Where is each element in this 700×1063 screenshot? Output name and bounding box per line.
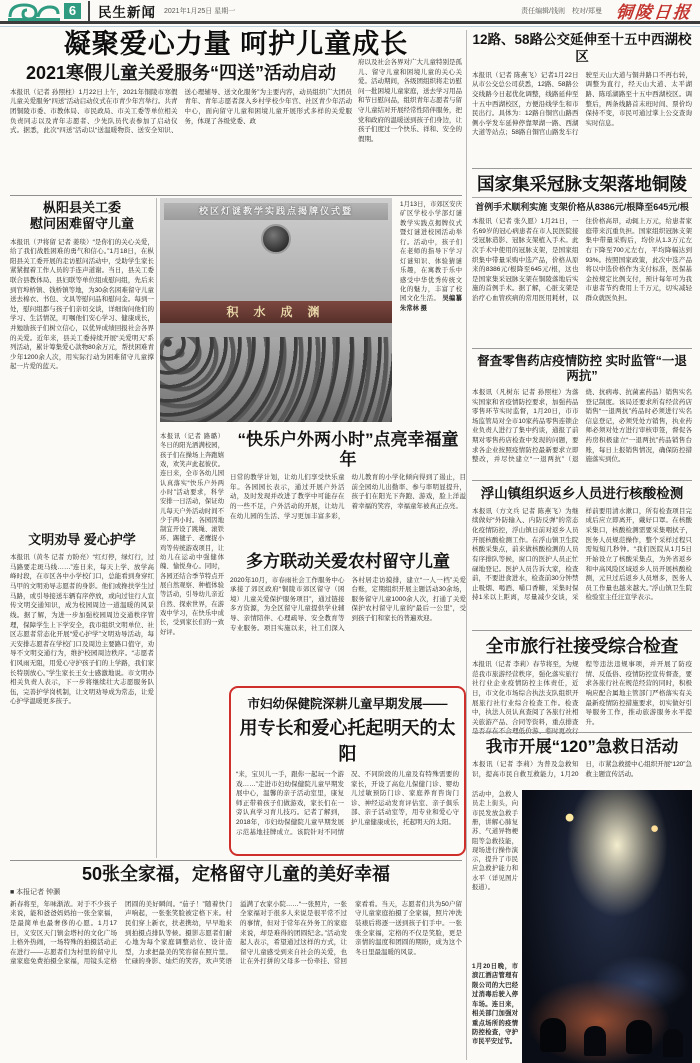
article-headline: 浮山镇组织返乡人员进行核酸检测 (480, 486, 684, 501)
photo-credit: 吴编纂 朱常林 摄 (400, 295, 462, 312)
article-byline: ■ 本报记者 钟灏 (10, 888, 61, 896)
emblem-badge-icon (261, 224, 291, 254)
photo-crowd (160, 337, 392, 422)
photo-banner-top: 校区灯谜教学实践点揭牌仪式暨 (164, 203, 388, 220)
lead-body-continued: 府以及社会各界对广大儿童特别是孤儿、留守儿童和困境儿童的关心关爱。活动期间，各级团组织将走访慰问一批困境儿童家庭，送去学习用品和节日慰问品，组织青年志愿者与留守儿童结对开展经常性陪伴服务，把党和政府的温暖送到孩子们身边，让孩子们度过一个快乐、祥和、安全的假期。 (358, 59, 462, 143)
issue-date: 2021年1月25日 星期一 (164, 7, 236, 15)
middle-narrow-column: 本报讯（记者 路璐）冬日的阳光洒满校园，孩子们在操场上奔跑嬉戏，欢笑声此起彼伏。连日来，全市各幼儿园认真落实“快乐户外两小时”活动要求，科学安排一日活动，保证幼儿每天户外活动时间不少于两小时。各园因地制宜开设了跳绳、滚铁环、踢毽子、老鹰捉小鸡等传统游戏项目，让幼儿在运动中强健体魄、愉悦身心。同时，各园还结合季节特点开展自然观察、种植体验等活动，引导幼儿亲近自然、探索世界，在游戏中学习，在快乐中成长，受到家长们的一致好评。 (160, 433, 224, 636)
lead-subheadline: 2021寒假儿童关爱服务“四送”活动启动 (25, 63, 337, 83)
article-body: 本报讯（记者 李莉）为普及急救知识，提高市民自救互救能力，1月20日，市紧急救援中心组织开展“120”急救主题宣传活动。 (472, 760, 692, 778)
photo-caption-text: 1月13日，市郊区安庆矿区学校小学部灯谜教学实践点揭牌仪式暨灯谜进校园活动举行。活动中，孩子们在老师的指导下学习灯谜知识、体验猜谜乐趣，在寓教于乐中感受中华优秀传统文化的魅力，丰富了校园文化生活。 (400, 201, 462, 303)
article-headline: 督查零售药店疫情防控 实时监管“一退两抗” (477, 354, 687, 383)
night-photo (522, 790, 692, 1063)
article-body: 本报讯（记者 张久愿）1月21日，一名69岁的冠心病患者在市人民医院接受冠脉造影、冠脉支架植入手术。此次手术中使用的冠脉支架，是国家组织集中带量采购中选产品，价格从原来的8386元/根降至645元/根，这也是国家集采冠脉支架在铜陵落地后实施的首例手术。据了解，心脏支架是治疗心血管疾病的常用医用耗材，以往价格高昂，动辄上万元，给患者家庭带来沉重负担。国家组织冠脉支架集中带量采购后，均价从1.3万元左右下降至700元左右，平均降幅达到93%。按照国家政策，此次中选产品将以中选价格作为支付标准，医保基金按规定比例支付，预计每年可为我市患者节约费用上千万元，切实减轻群众就医负担。 (472, 218, 692, 302)
article-nucleic-acid-test (472, 480, 692, 633)
night-photo-caption: 1月20日晚，市滨江酒店管理有限公司的大巴经过消毒后驶入停车场。连日来，相关部门加强对重点场所的疫情防控检查，守护市民平安过节。 (472, 962, 518, 1046)
editors-line: 责任编辑/钱则 校对/郑曼 (521, 7, 602, 15)
photo-banner-middle: 积 水 成 渊 (160, 301, 392, 323)
article-120-rescue-day (472, 732, 692, 1060)
article-headline: 我市开展“120”急救日活动 (485, 738, 679, 756)
article-wenming-quandao (10, 532, 154, 853)
article-subheadline: 首例手术顺利实施 支架价格从8386元/根降至645元/根 (472, 197, 692, 213)
page-number: 6 (64, 3, 81, 19)
article-body: 本报讯（方文兵 记者 陈燕飞）为继续做好“外防输入、内防反弹”的常态化疫情防控，浮山镇日前对返乡人员开展核酸检测工作。在浮山镇卫生院核酸采集点，前来做核酸检测的人员有序排队等候，窗口的医护人员正忙碌地登记。医护人员告诉大家，检查前，不要进食进水，检查前30分钟禁止吸烟、喝酒、嚼口香糖，采集时保持1米以上距离，尽量减少交谈，采样前要用清水漱口，所有检查项目完成后应立即离开，戴好口罩。在核酸采集口，核酸检测需要采集咽拭子，医务人员规范操作，整个采样过程只需短短几秒钟。“我们医院从1月5日开始设立了核酸采集点，为外省返乡和中高风险区域返乡人员开展核酸检测，元旦过后返乡人员增多，医务人员工作量也越来越大。”浮山镇卫生院检验室主任汪宣学表示。 (472, 507, 692, 602)
article-body-continued: 活动中，急救人员走上街头，向市民发放急救手册，讲解心肺复苏、气道异物梗阻等急救技能，现场进行操作演示，提升了市民应急救护能力和水平（详见图片报道）。 (472, 790, 518, 892)
ceremony-photo (160, 198, 392, 422)
article-multi-linkage (230, 552, 466, 676)
article-headline: 全市旅行社接受综合检查 (485, 636, 679, 656)
page-header (0, 0, 700, 24)
highlighted-article-headline: 用专长和爱心托起明天的太阳 (239, 718, 456, 764)
article-body: 本报讯（记者 陈燕飞）记者1月22日从市公交总公司获悉，12路、58路公交线路今日起优化调整，线路延伸至十五中西湖校区，方便沿线学生和市民出行。具体为：12路自铜官山路西侧小学发车延伸停靠翠湖一路、西湖大道等站点；58路自铜官山路发车行驶至天山大道与铜井路口不再右转，调整为直行，经天山大道、太平湖路、陈瑶湖路至十五中西湖校区。调整后，两条线路首末班时间、票价均保持不变，市民可通过掌上公交查询实时信息。 (472, 71, 692, 137)
column-divider-left (156, 198, 157, 858)
photo-caption (400, 200, 462, 436)
article-headline: 国家集采冠脉支架落地铜陵 (477, 174, 687, 194)
article-headline: “快乐户外两小时”点亮幸福童年 (237, 430, 459, 469)
highlighted-article-kicker: 市妇幼保健院深耕儿童早期发展—— (247, 697, 448, 711)
article-body: 日常的教学计划，让幼儿们享受快乐童年。各园园长表示，通过开展户外活动，及时发现并改进了教学中可能存在的一些不足，户外活动的开展，让幼儿在幼儿园的生活、学习更加丰富多彩，幼儿教育的小学化倾向得到了遏止，目前全园幼儿出勤率、参与率明显提升，孩子们在阳光下奔跑、游戏，脸上洋溢着幸福的笑容，幸福童年被真正点亮。 (230, 474, 466, 520)
article-body: 新春将至，年味渐浓。对于不少孩子来说，能和爸爸妈妈拍一张全家福，是最简单也最奢侈的心愿。1月17日，义安区天门镇金塔村的文化广场上格外热闹，一场特殊的拍摄活动正在进行——志愿者们为村里的留守儿童家庭免费拍摄全家福，用镜头定格团圆的美好瞬间。“茄子！”随着快门声响起，一张张笑脸被定格下来。村民们穿上新衣，扶老携幼，早早地来到拍摄点排队等候。摄影志愿者们耐心地为每个家庭调整站位、设计造型，力求把最美的笑容留在照片里。忙碌的身影、灿烂的笑容，欢声笑语溢满了农家小院……“一张照片，一张全家福对于很多人来说是很平常不过的事情，但对于常年在外务工的家庭来说，却是难得的团圆纪念。”活动发起人表示，希望通过这样的方式，让留守儿童感受到来自社会的关爱，也让在外打拼的父母多一份牵挂、常回家看看。当天，志愿者们共为50户留守儿童家庭拍摄了全家福，照片冲洗装裱后将逐一送到孩子们手中。一张张全家福，定格的不仅是笑脸，更是亲情的温度和团圆的期盼，成为这个冬日里最温暖的风景。 (10, 900, 462, 966)
article-happy-outdoor (230, 430, 466, 563)
highlighted-article-frame (229, 686, 466, 856)
article-body: 本报讯（尹将留 记者 姜琰）“是你们的关心关爱，给了我们战胜困难的勇气和信心。”1月18日，在枞阳县关工委开展的走访慰问活动中，受助学生家长紧紧握着工作人员的手连声道谢。当日，县关工委联合县教体局、县妇联等单位组成慰问组，先后来到官埠桥镇、钱桥镇等地，为30余名困难留守儿童送去棉衣、书包、文具等慰问品和慰问金。每到一处，慰问组都与孩子们亲切交谈，详细询问他们的学习、生活情况，叮嘱他们安心学习、健康成长，并勉励孩子们树立信心，以优异成绩回报社会各界的关爱。近年来，县关工委持续开展“关爱明天”系列活动，累计筹集爱心款物80余万元，帮扶困难青少年1200余人次，用实际行动为困难留守儿童撑起一片爱的蓝天。 (10, 238, 154, 371)
photo-silhouettes (540, 1018, 566, 1052)
article-headline: 50张全家福，定格留守儿童的美好幸福 (81, 864, 391, 884)
article-headline: 多方联动关爱农村留守儿童 (246, 552, 450, 571)
article-family-portraits (10, 864, 462, 1062)
article-body: 2020年10月，市春雨社会工作服务中心承接了郊区政府“铜陵市郊区留守（困境）儿童关爱保护服务项目”，通过链接多方资源，为全区留守儿童提供学业辅导、亲情陪伴、心理疏导、安全教育等专业服务。项目实施以来，社工们深入各村居走访摸排，建立“一人一档”关爱台账，定期组织开展主题活动30余场，服务留守儿童1000余人次，打通了关爱保护农村留守儿童的“最后一公里”，受到孩子们和家长的普遍欢迎。 (230, 576, 466, 632)
cloud-pattern-ornament (8, 1, 60, 21)
masthead-logo: 铜陵日报 (614, 3, 693, 22)
lead-article (10, 30, 462, 192)
article-stent-procurement (472, 168, 692, 357)
lead-body: 本报讯（记者 孙照柱）1月22日上午，2021年铜陵市寒假儿童关爱服务“四送”活动启动仪式在市青少年宫举行。共青团铜陵市委、市教体局、市民政局、市关工委等单位相关负责同志以及青年志愿者、少先队员代表参加了启动仪式。据悉，此次“四送”活动以“送温暖物资、送安全知识、送心理辅导、送文化服务”为主要内容，动员组织广大团员青年、青年志愿者深入乡村学校少年宫、社区青少年活动中心，面向留守儿童和困境儿童开展形式多样的关爱服务，体现了各级党委、政 (10, 88, 352, 135)
article-pharmacy-inspection (472, 348, 692, 492)
article-bus-routes (472, 32, 692, 183)
article-headline-line2: 慰问困难留守儿童 (29, 216, 134, 232)
article-body: 本报讯（黄冬 记者 方盼亮）“红灯停，绿灯行，过马路要走斑马线……”连日来，每天上学、放学高峰时段，在市区各中小学校门口，总能看到身穿红马甲的文明劝导志愿者的身影。他们或搀扶学生过马路，或引导接送车辆有序停放，或向过往行人宣传文明交通知识，成为校园周边一道温暖的风景线。据了解，为进一步加强校园周边交通秩序管理，保障学生上下学安全，我市组织文明单位、社区志愿者常态化开展“爱心护学”文明劝导活动，每天安排志愿者在学校门口及周边主要路口值守，劝导不文明交通行为，维护校园周边秩序。“志愿者们风雨无阻，用爱心守护孩子们的上学路，我们家长特别放心。”学生家长王女士感激地说。市文明办相关负责人表示，下一步将继续壮大志愿服务队伍，完善护学岗机制，让文明劝导成为常态，让爱心护学温暖更多孩子。 (10, 554, 154, 706)
section-title: 民生新闻 (88, 1, 156, 21)
section-rule-top (10, 195, 462, 196)
article-headline: 文明劝导 爱心护学 (28, 532, 136, 547)
lead-headline: 凝聚爱心力量 呵护儿童成长 (63, 29, 409, 59)
article-zongyang-guanggongwei (10, 200, 154, 522)
column-divider-right (466, 30, 467, 1060)
article-headline: 12路、58路公交延伸至十五中西湖校区 (472, 32, 692, 64)
highlighted-article-body: “来，宝贝儿一手，跟你一起玩一个游戏……”走进市妇幼保健院儿童早期发展中心，温馨的亲子活动室里，康复师正带着孩子们做游戏，家长们在一旁认真学习育儿技巧。记者了解到，2018年，市妇幼保健院儿童早期发展示范基地挂牌成立。该院针对不同情况、不同阶段的儿童及有特殊需要的家长，开设了高危儿保健门诊、婴幼儿过敏预防门诊、家庭养育咨询门诊、神经运动发育评估室、亲子俱乐部、亲子活动室等，用专业和爱心守护儿童健康成长，托起明天的太阳。 (236, 771, 459, 836)
article-headline-line1: 枞阳县关工委 (42, 200, 121, 215)
article-body: 本报讯（凡树东 记者 孙照柱）为落实国家和省疫情防控要求，加强药品零售环节实时监督，1月20日，市市场监管局对全市10家药品零售连锁企业负责人进行了集中约谈，通报了前期对零售药店检查中发现的问题，要求各企业按照疫情防控最新要求立即整改，并尽快建立“一退两抗”（退烧、抗病毒、抗菌素药品）销售实名登记制度。该局还要求所有经营药店销售“一退两抗”药品时必须进行实名信息登记，必须凭处方销售，执业药师必须对处方进行审核审签，督促各药房积极建立“一退两抗”药品销售台账，每日上报销售情况，确保防控措施落实到位。 (472, 389, 692, 464)
article-body: 本报讯（记者 李莉）春节将至，为规范我市旅游经营秩序，强化落实旅行社行业企业疫情防控主体责任，近日，市文化市场综合执法支队组织开展旅行社行业综合检查工作。检查中，执法人员认真查阅了各旅行社相关旅游产品、合同等资料，重点排查是否存在不合理低价游、临时更改行程等违法违规事项，并开展了防疫情、反低俗、疫情防控宣传督查，要求各旅行社在规范经营的同时，积极响应配合属地主管部门严格落实有关最新疫情防控措施要求，切实做好引导服务工作，推动旅游服务水平提升。 (472, 661, 692, 736)
